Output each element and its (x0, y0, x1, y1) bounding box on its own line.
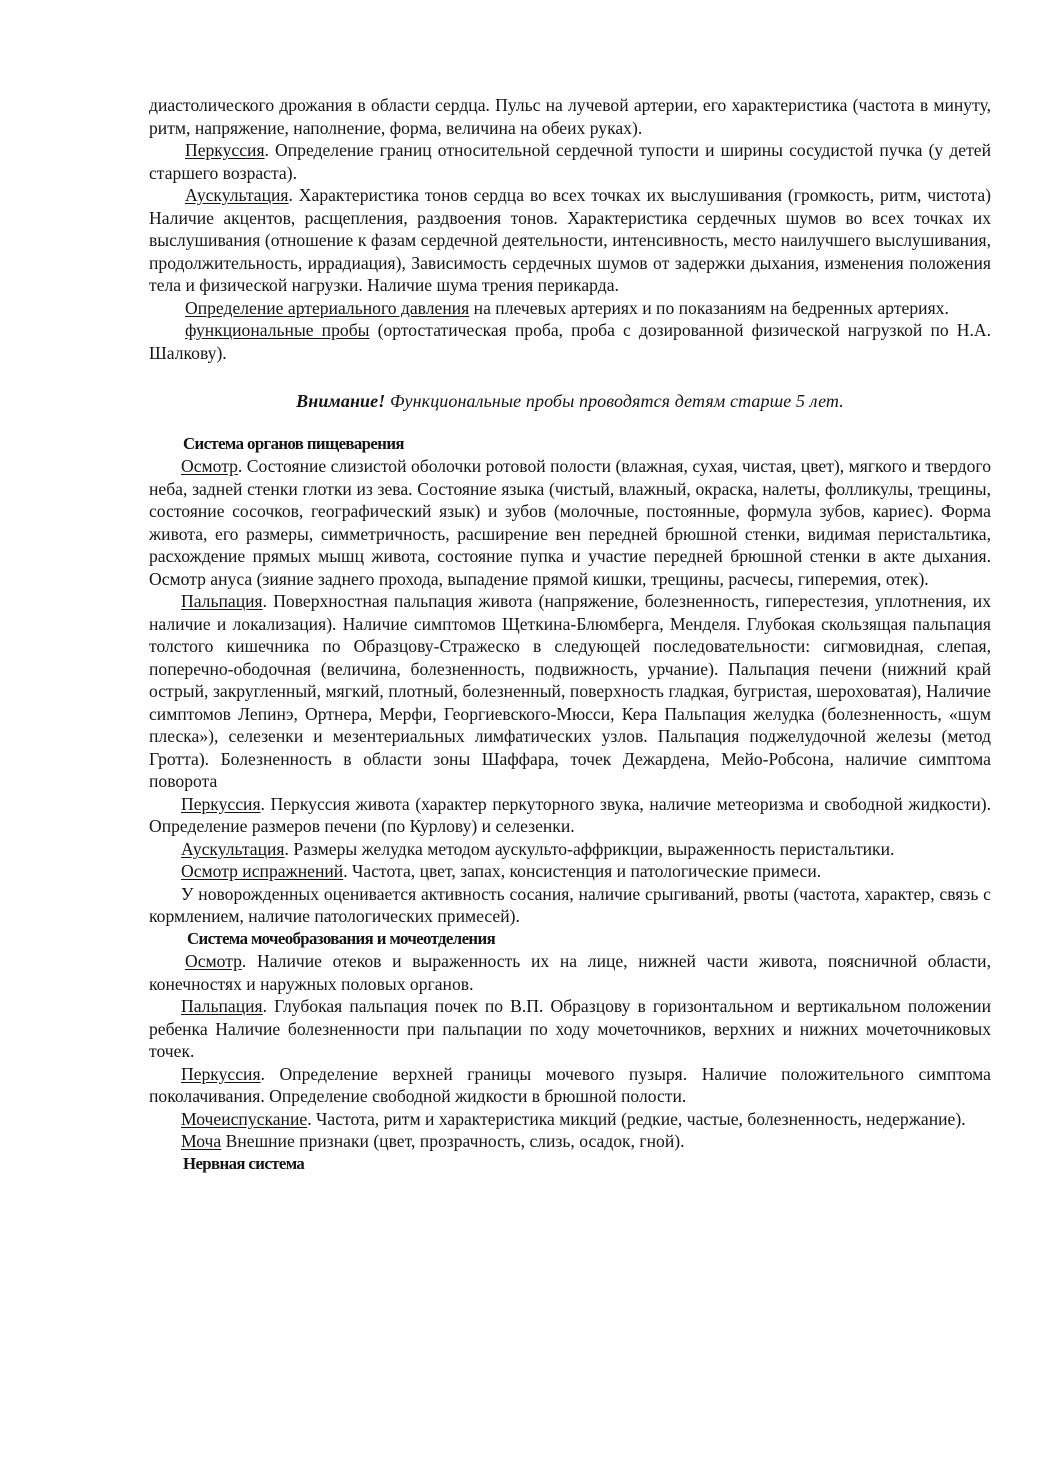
urinary-palpation-paragraph (149, 995, 991, 1063)
blood-pressure-term: Определение артериального давления (185, 297, 470, 318)
functional-tests-paragraph (149, 319, 991, 364)
urinary-palpation-term: Пальпация (181, 996, 263, 1016)
newborn-paragraph: У новорожденных оценивается активность сосания, наличие срыгиваний, рвоты (частота, характер, связь с кормлением, наличие патологических примесей). (149, 883, 991, 926)
digestive-palpation-paragraph (149, 590, 991, 793)
cardio-auscultation-text: . Характеристика тонов сердца во всех точках их выслушивания (громкость, ритм, чистота) Наличие акцентов, расщепления, раздвоения тонов. Характеристика сердечных шумов во всех точках их выслушивания (отношение к фазам сердечной деятельности, интенсивность, место наилучшего выслушивания, продолжительность, иррадиация), Зависимость сердечных шумов от задержки дыхания, изменения положения тела и физической нагрузки. Наличие шума трения перикарда. (149, 185, 991, 295)
urination-term: Мочеиспускание (181, 1108, 308, 1129)
document-page (149, 94, 991, 1175)
stool-term: Осмотр испражнений (181, 861, 344, 881)
cardio-auscultation-term: Аускультация (185, 185, 289, 205)
cardio-percussion-paragraph (149, 139, 991, 184)
nervous-heading: Нервная система (183, 1153, 305, 1173)
urination-text: . Частота, ритм и характеристика микций (редкие, частые, болезненность, недержание). (307, 1108, 966, 1129)
urinary-inspection-paragraph (149, 950, 991, 995)
functional-tests-term: функциональные пробы (185, 320, 370, 340)
digestive-auscultation-paragraph (149, 838, 991, 861)
urine-paragraph (149, 1130, 991, 1153)
cardio-intro-paragraph: диастолического дрожания в области сердца. Пульс на лучевой артерии, его характеристика (частота в минуту, ритм, напряжение, наполнение, форма, величина на обеих руках). (149, 95, 991, 138)
urinary-percussion-term: Перкуссия (181, 1063, 261, 1084)
cardio-auscultation-paragraph (149, 184, 991, 297)
stool-paragraph (149, 860, 991, 883)
digestive-palpation-term: Пальпация (181, 591, 263, 611)
urinary-palpation-text: . Глубокая пальпация почек по В.П. Образцову в горизонтальном и вертикальном положении ребенка Наличие болезненности при пальпации по ходу мочеточников, верхних и нижних мочеточниковых точек. (149, 996, 991, 1061)
warning-label: Внимание! (296, 391, 386, 411)
digestive-inspection-term: Осмотр (181, 456, 238, 476)
urine-term: Моча (181, 1131, 222, 1151)
digestive-heading: Система органов пищеварения (183, 433, 404, 453)
digestive-inspection-text: . Состояние слизистой оболочки ротовой полости (влажная, сухая, чистая, цвет), мягкого и твердого неба, задней стенки глотки из зева. Состояние языка (чистый, влажный, окраска, налеты, фолликулы, трещины, состояние сосочков, географический язык) и зубов (молочные, постоянные, формула зубов, кариес). Форма живота, его размеры, симметричность, расширение вен передней брюшной стенки, видимая перистальтика, расхождение прямых мышц живота, состояние пупка и участие передней брюшной стенки в акте дыхания. Осмотр ануса (зияние заднего прохода, выпадение прямой кишки, трещины, расчесы, гиперемия, отек). (149, 456, 991, 589)
cardio-percussion-text: . Определение границ относительной сердечной тупости и ширины сосудистой пучка (у детей старшего возраста). (149, 140, 991, 183)
digestive-percussion-paragraph (149, 793, 991, 838)
urinary-heading: Система мочеобразования и мочеотделения (187, 928, 496, 948)
digestive-auscultation-term: Аускультация (181, 838, 285, 859)
urinary-inspection-text: . Наличие отеков и выраженность их на лице, нижней части живота, поясничной области, конечностях и наружных половых органов. (149, 951, 991, 994)
stool-text: . Частота, цвет, запах, консистенция и патологические примеси. (343, 861, 822, 881)
urine-text: Внешние признаки (цвет, прозрачность, слизь, осадок, гной). (221, 1131, 685, 1151)
warning-note (149, 390, 991, 413)
digestive-percussion-term: Перкуссия (181, 793, 261, 814)
blood-pressure-text: на плечевых артериях и по показаниям на бедренных артериях. (469, 297, 949, 318)
digestive-percussion-text: . Перкуссия живота (характер перкуторного звука, наличие метеоризма и свободной жидкости). Определение размеров печени (по Курлову) и селезенки. (149, 793, 991, 836)
cardio-percussion-term: Перкуссия (185, 140, 265, 160)
digestive-palpation-text: . Поверхностная пальпация живота (напряжение, болезненность, гиперестезия, уплотнения, их наличие и локализация). Наличие симптомов Щеткина-Блюмберга, Менделя. Глубокая скользящая пальпация толстого кишечника по Образцову-Стражеско в следующей последовательности: сигмовидная, слепая, поперечно-ободочная (величина, болезненность, подвижность, урчание). Пальпация печени (нижний край острый, закругленный, мягкий, плотный, болезненный, поверхность гладкая, бугристая, шероховатая), Наличие симптомов Лепинэ, Ортнера, Мерфи, Георгиевского-Мюсси, Кера Пальпация желудка (болезненность, «шум плеска»), селезенки и мезентериальных лимфатических узлов. Пальпация поджелудочной железы (метод Гротта). Болезненность в области зоны Шаффара, точек Дежардена, Мейо-Робсона, наличие симптома поворота (149, 591, 991, 791)
blood-pressure-paragraph (149, 297, 991, 320)
urinary-percussion-text: . Определение верхней границы мочевого пузыря. Наличие положительного симптома поколачивания. Определение свободной жидкости в брюшной полости. (149, 1063, 991, 1106)
warning-text: Функциональные пробы проводятся детям старше 5 лет. (385, 391, 844, 411)
urination-paragraph (149, 1108, 991, 1131)
urinary-percussion-paragraph (149, 1063, 991, 1108)
urinary-inspection-term: Осмотр (185, 951, 242, 971)
digestive-auscultation-text: . Размеры желудка методом аускульто-аффрикции, выраженность перистальтики. (284, 838, 895, 859)
digestive-inspection-paragraph (149, 455, 991, 590)
functional-tests-text: (ортостатическая проба, проба с дозированной физической нагрузкой по Н.А. Шалкову). (149, 320, 991, 363)
